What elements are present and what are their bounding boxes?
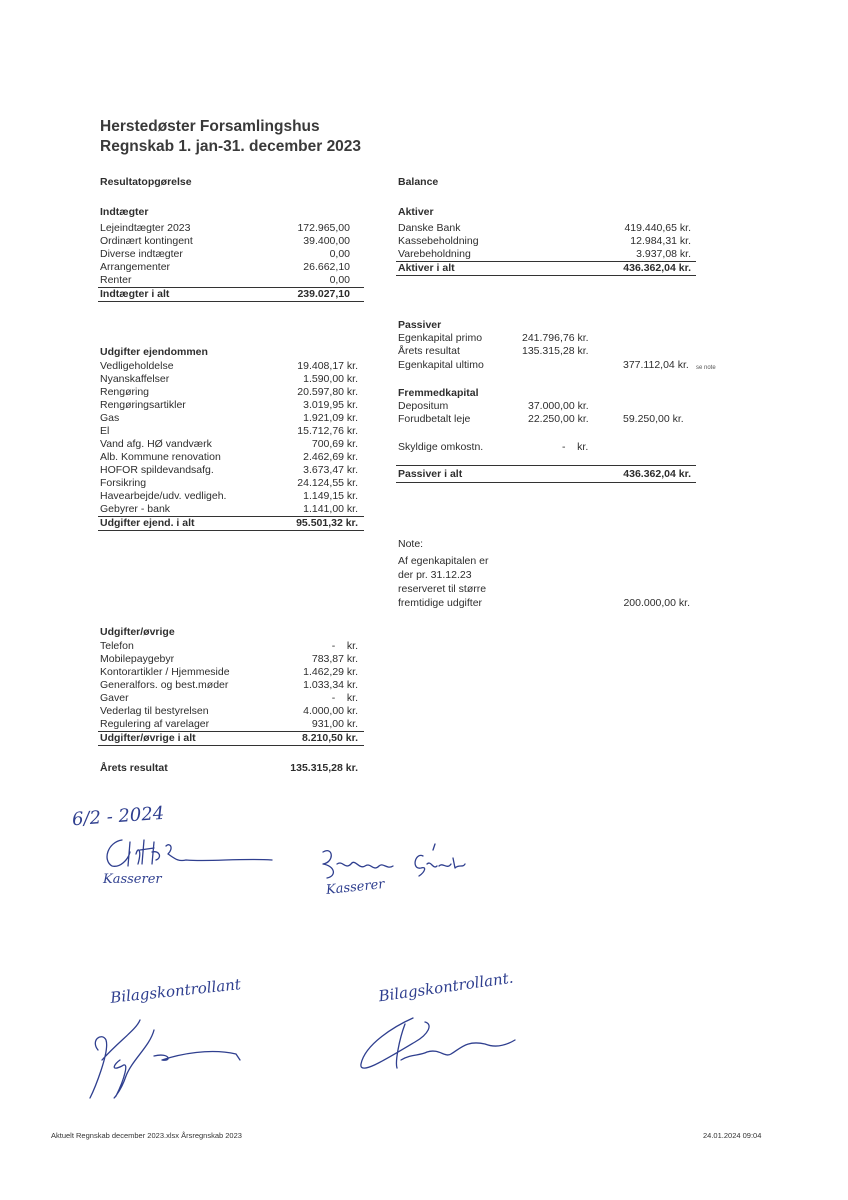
row-label: Varebeholdning: [398, 248, 471, 260]
aarets-resultat-row: [100, 762, 358, 775]
signature-bilagskontrollant-2: [355, 1010, 525, 1080]
skyldige-omkostn-row: [398, 441, 698, 454]
row-value: 24.124,55 kr.: [297, 477, 358, 489]
row-value: 931,00 kr.: [311, 718, 358, 730]
row-label: Gas: [100, 412, 120, 424]
fremmedkapital-total: 59.250,00 kr.: [623, 413, 684, 425]
table-row: [398, 248, 691, 261]
row-value: 20.597,80 kr.: [297, 386, 358, 398]
table-row: [398, 222, 691, 235]
skyldige-omkostn-value: - kr.: [562, 441, 589, 453]
balance-aarets-resultat-label: Årets resultat: [398, 345, 460, 357]
row-value: 2.462,69 kr.: [303, 451, 358, 463]
depositum-value: 37.000,00 kr.: [528, 400, 589, 412]
passiver-total-label: Passiver i alt: [398, 468, 463, 480]
resultatopgorelse-heading: Resultatopgørelse: [100, 176, 192, 188]
indtaegter-heading: Indtægter: [100, 206, 149, 218]
row-label: Nyanskaffelser: [100, 373, 170, 385]
total-value: 436.362,04 kr.: [623, 262, 691, 274]
total-label: Indtægter i alt: [100, 288, 170, 300]
total-row: [100, 517, 358, 530]
table-row: [100, 477, 358, 490]
document-title: Herstedøster Forsamlingshus: [100, 118, 320, 135]
forudbetalt-leje-label: Forudbetalt leje: [398, 413, 471, 425]
row-value: 26.662,10: [303, 261, 350, 273]
row-label: Vand afg. HØ vandværk: [100, 438, 212, 450]
row-label: El: [100, 425, 110, 437]
row-value: - kr.: [331, 692, 358, 704]
passiver-total-row: [398, 468, 691, 481]
row-value: 3.673,47 kr.: [303, 464, 358, 476]
document-subtitle: Regnskab 1. jan-31. december 2023: [100, 138, 362, 155]
row-value: 3.019,95 kr.: [303, 399, 358, 411]
table-row: [100, 464, 358, 477]
bilagskontrollant-2-label: Bilagskontrollant.: [377, 968, 515, 1006]
row-label: Arrangementer: [100, 261, 171, 273]
row-label: HOFOR spildevandsafg.: [100, 464, 214, 476]
table-row: [100, 451, 358, 464]
row-label: Regulering af varelager: [100, 718, 210, 730]
table-row: [100, 235, 350, 248]
row-value: 0,00: [329, 248, 350, 260]
bilagskontrollant-1-label: Bilagskontrollant: [109, 975, 242, 1007]
kasserer-1-label: Kasserer: [103, 872, 162, 887]
row-value: 1.921,09 kr.: [303, 412, 358, 424]
signature-date: 6/2 - 2024: [71, 802, 165, 831]
balance-aarets-resultat-row: [398, 345, 698, 358]
note-value: 200.000,00 kr.: [623, 597, 690, 609]
table-row: [100, 438, 358, 451]
depositum-label: Depositum: [398, 400, 449, 412]
row-value: 1.462,29 kr.: [303, 666, 358, 678]
passiver-heading: Passiver: [398, 319, 442, 331]
egenkapital-ultimo-value: 377.112,04 kr.: [623, 359, 689, 371]
row-label: Renter: [100, 274, 132, 286]
row-label: Mobilepaygebyr: [100, 653, 175, 665]
table-row: [100, 386, 358, 399]
row-label: Vederlag til bestyrelsen: [100, 705, 209, 717]
row-label: Kontorartikler / Hjemmeside: [100, 666, 230, 678]
egenkapital-primo-row: [398, 332, 698, 345]
row-label: Vedligeholdelse: [100, 360, 174, 372]
row-label: Gebyrer - bank: [100, 503, 171, 515]
forudbetalt-leje-row: [398, 413, 698, 426]
note-value-row: [620, 597, 690, 610]
total-row: [100, 732, 358, 745]
signature-bilagskontrollant-1: [80, 1010, 250, 1100]
table-row: [100, 360, 358, 373]
udgifter-ovrige-heading: Udgifter/øvrige: [100, 626, 175, 638]
row-value: 0,00: [329, 274, 350, 286]
row-label: Rengøring: [100, 386, 150, 398]
table-row: [398, 235, 691, 248]
table-row: [100, 679, 358, 692]
total-underline: [98, 745, 364, 746]
udgifter-ejendommen-heading: Udgifter ejendommen: [100, 346, 208, 358]
row-label: Rengøringsartikler: [100, 399, 186, 411]
total-row: [398, 262, 691, 275]
total-value: 239.027,10: [297, 288, 350, 300]
table-row: [100, 222, 350, 235]
total-value: 95.501,32 kr.: [296, 517, 358, 529]
total-underline: [98, 530, 364, 531]
row-value: 15.712,76 kr.: [297, 425, 358, 437]
signature-kasserer-1: [100, 832, 280, 872]
row-value: 172.965,00: [297, 222, 350, 234]
total-underline: [396, 275, 696, 276]
total-underline: [98, 301, 364, 302]
kasserer-2-label: Kasserer: [325, 876, 386, 899]
table-row: [100, 412, 358, 425]
row-label: Forsikring: [100, 477, 147, 489]
note-line: der pr. 31.12.23: [398, 569, 472, 581]
table-row: [100, 692, 358, 705]
note-line: Af egenkapitalen er: [398, 555, 489, 567]
row-label: Generalfors. og best.møder: [100, 679, 229, 691]
passiver-divider: [396, 465, 696, 466]
aarets-resultat-label: Årets resultat: [100, 762, 168, 774]
row-label: Gaver: [100, 692, 129, 704]
row-value: 3.937,08 kr.: [636, 248, 691, 260]
skyldige-omkostn-label: Skyldige omkostn.: [398, 441, 484, 453]
row-label: Telefon: [100, 640, 134, 652]
depositum-row: [398, 400, 698, 413]
row-label: Diverse indtægter: [100, 248, 183, 260]
egenkapital-primo-value: 241.796,76 kr.: [522, 332, 589, 344]
table-row: [100, 373, 358, 386]
row-value: 700,69 kr.: [311, 438, 358, 450]
table-row: [100, 653, 358, 666]
row-value: 1.149,15 kr.: [303, 490, 358, 502]
egenkapital-primo-label: Egenkapital primo: [398, 332, 483, 344]
fremmedkapital-heading: Fremmedkapital: [398, 387, 479, 399]
aktiver-heading: Aktiver: [398, 206, 434, 218]
total-label: Udgifter ejend. i alt: [100, 517, 195, 529]
row-value: 4.000,00 kr.: [303, 705, 358, 717]
egenkapital-ultimo-row: [398, 359, 728, 372]
row-label: Havearbejde/udv. vedligeh.: [100, 490, 227, 502]
total-label: Udgifter/øvrige i alt: [100, 732, 196, 744]
se-note-marker: se note: [696, 365, 716, 371]
table-row: [100, 274, 350, 287]
table-row: [100, 490, 358, 503]
row-label: Ordinært kontingent: [100, 235, 193, 247]
total-value: 8.210,50 kr.: [301, 732, 358, 744]
row-value: 1.033,34 kr.: [303, 679, 358, 691]
row-label: Lejeindtægter 2023: [100, 222, 191, 234]
table-row: [100, 705, 358, 718]
row-value: 783,87 kr.: [311, 653, 358, 665]
table-row: [100, 503, 358, 516]
balance-aarets-resultat-value: 135.315,28 kr.: [522, 345, 589, 357]
table-row: [100, 261, 350, 274]
row-value: 39.400,00: [303, 235, 350, 247]
note-line: fremtidige udgifter: [398, 597, 483, 609]
total-label: Aktiver i alt: [398, 262, 455, 274]
note-heading: Note:: [398, 538, 424, 550]
passiver-total-underline: [396, 482, 696, 483]
row-label: Danske Bank: [398, 222, 461, 234]
table-row: [100, 666, 358, 679]
table-row: [100, 399, 358, 412]
total-row: [100, 288, 350, 301]
row-value: 19.408,17 kr.: [297, 360, 358, 372]
aarets-resultat-value: 135.315,28 kr.: [290, 762, 358, 774]
table-row: [100, 640, 358, 653]
row-value: 1.141,00 kr.: [303, 503, 358, 515]
table-row: [100, 718, 358, 731]
row-value: 419.440,65 kr.: [624, 222, 691, 234]
egenkapital-ultimo-label: Egenkapital ultimo: [398, 359, 484, 371]
note-line: reserveret til større: [398, 583, 487, 595]
footer-filename: Aktuelt Regnskab december 2023.xlsx Årsregnskab 2023: [51, 1131, 242, 1140]
row-label: Kassebeholdning: [398, 235, 479, 247]
table-row: [100, 425, 358, 438]
row-value: - kr.: [331, 640, 358, 652]
table-row: [100, 248, 350, 261]
balance-heading: Balance: [398, 176, 439, 188]
footer-timestamp: 24.01.2024 09:04: [703, 1131, 762, 1140]
row-label: Alb. Kommune renovation: [100, 451, 221, 463]
passiver-total-value: 436.362,04 kr.: [623, 468, 691, 480]
row-value: 1.590,00 kr.: [303, 373, 358, 385]
forudbetalt-leje-value: 22.250,00 kr.: [528, 413, 589, 425]
signature-kasserer-2: [315, 842, 475, 882]
row-value: 12.984,31 kr.: [630, 235, 691, 247]
